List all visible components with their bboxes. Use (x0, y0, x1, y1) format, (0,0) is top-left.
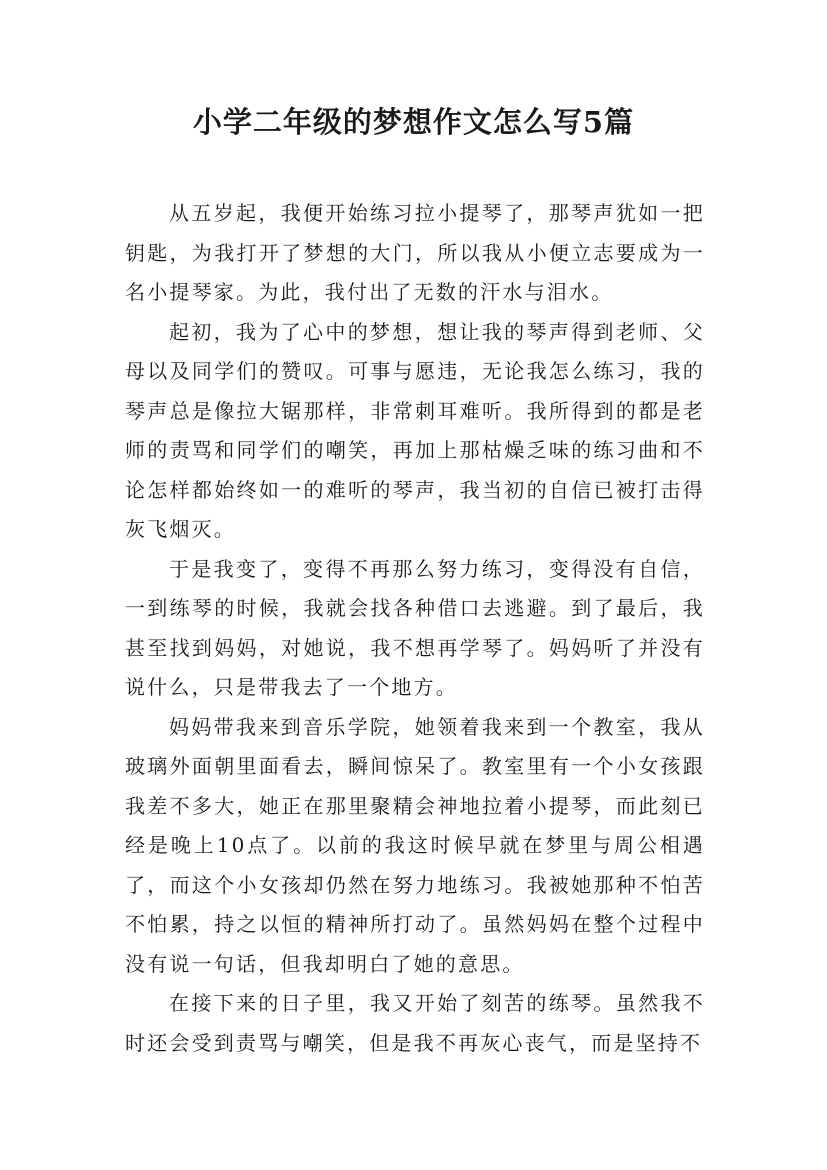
paragraph-1: 从五岁起，我便开始练习拉小提琴了，那琴声犹如一把钥匙，为我打开了梦想的大门，所以我从小便立志要成为一名小提琴家。为此，我付出了无数的汗水与泪水。 (125, 201, 705, 304)
paragraph-3: 于是我变了，变得不再那么努力练习，变得没有自信，一到练琴的时候，我就会找各种借口去逃避。到了最后，我甚至找到妈妈，对她说，我不想再学琴了。妈妈听了并没有说什么，只是带我去了一个地方。 (125, 556, 705, 699)
document-body (125, 194, 705, 1063)
paragraph-5: 在接下来的日子里，我又开始了刻苦的练琴。虽然我不时还会受到责骂与嘲笑，但是我不再灰心丧气，而是坚持不 (125, 991, 705, 1055)
paragraph-4: 妈妈带我来到音乐学院，她领着我来到一个教室，我从玻璃外面朝里面看去，瞬间惊呆了。教室里有一个小女孩跟我差不多大，她正在那里聚精会神地拉着小提琴，而此刻已经是晚上10点了。以前的我这时候早就在梦里与周公相遇了，而这个小女孩却仍然在努力地练习。我被她那种不怕苦不怕累，持之以恒的精神所打动了。虽然妈妈在整个过程中没有说一句话，但我却明白了她的意思。 (125, 714, 705, 976)
paragraph-2: 起初，我为了心中的梦想，想让我的琴声得到老师、父母以及同学们的赞叹。可事与愿违，无论我怎么练习，我的琴声总是像拉大锯那样，非常刺耳难听。我所得到的都是老师的责骂和同学们的嘲笑，再加上那枯燥乏味的练习曲和不论怎样都始终如一的难听的琴声，我当初的自信已被打击得灰飞烟灭。 (125, 319, 705, 541)
document-title: 小学二年级的梦想作文怎么写5篇 (192, 105, 635, 139)
